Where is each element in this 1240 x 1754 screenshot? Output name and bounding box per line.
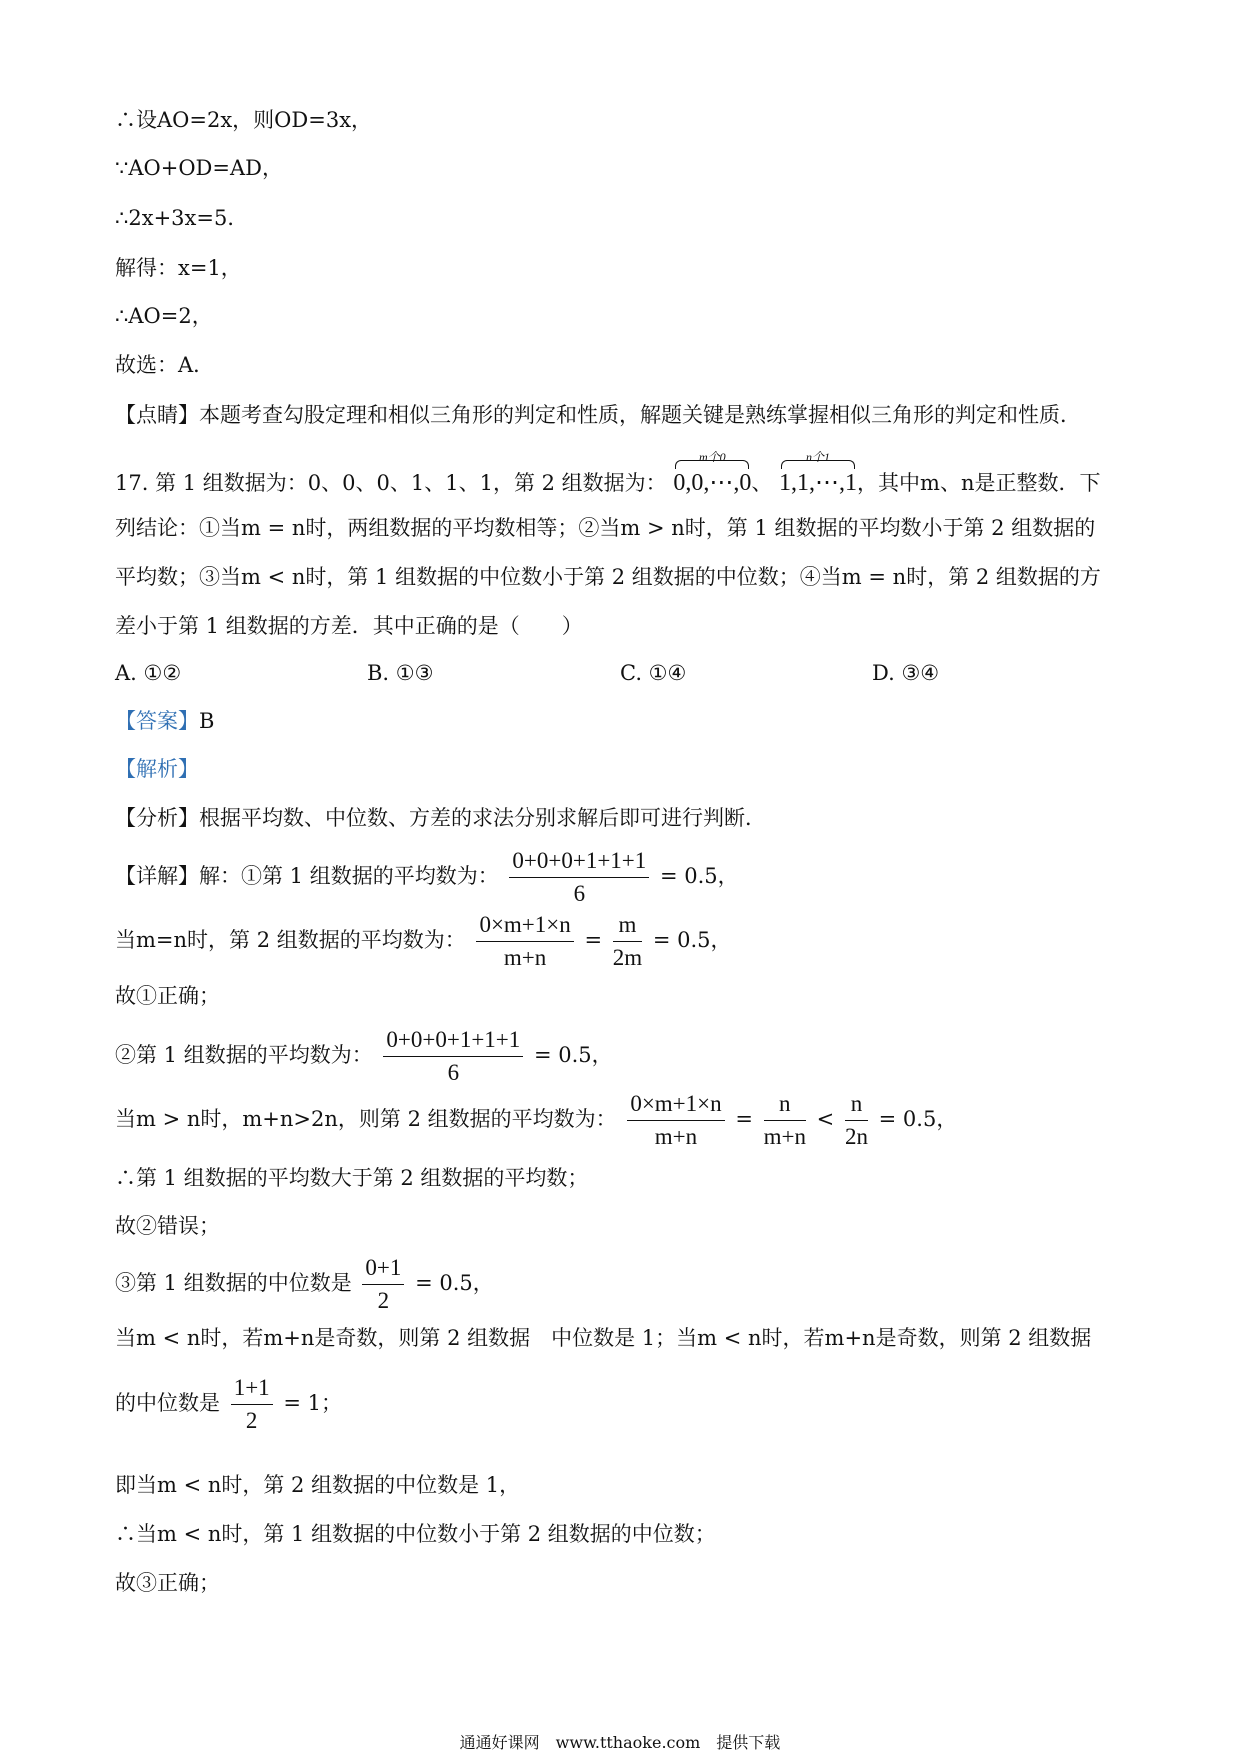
text-line: ∴2x+3x=5． bbox=[115, 206, 249, 230]
solution-line-3: 故①正确； bbox=[115, 984, 220, 1008]
question-17-line-1 bbox=[115, 446, 1100, 496]
numerator: 0+0+0+1+1+1 bbox=[509, 848, 649, 878]
solution-line-5 bbox=[115, 1091, 957, 1150]
line-text: 的中位数是 bbox=[115, 1391, 220, 1415]
line-text: 当m > n时，m+n>2n，则第 2 组数据的平均数为： bbox=[115, 1107, 617, 1131]
solution-line-10 bbox=[115, 1375, 342, 1434]
question-17-line-2: 列结论：①当m = n时，两组数据的平均数相等；②当m > n时，第 1 组数据的平均数小于第 2 组数据的 bbox=[115, 516, 1096, 540]
overbrace bbox=[781, 460, 855, 469]
separator: 、 bbox=[751, 471, 773, 495]
answer-label: 【答案】 bbox=[115, 709, 199, 733]
group2-label: n个1 bbox=[806, 450, 831, 464]
footer-text: 通通好课网 www.tthaoke.com 提供下载 bbox=[459, 1733, 781, 1752]
group1-values: 0,0,⋯,0 bbox=[673, 470, 752, 496]
group1-label: m个0 bbox=[699, 450, 726, 464]
result: = 0.5， bbox=[533, 1043, 613, 1067]
option-a: A. ①② bbox=[115, 661, 182, 685]
equals: = bbox=[584, 928, 603, 952]
solution-line-6: ∴第 1 组数据的平均数大于第 2 组数据的平均数； bbox=[115, 1166, 589, 1190]
text-line: ∴AO=2， bbox=[115, 304, 213, 328]
fenxi-line: 【分析】根据平均数、中位数、方差的求法分别求解后即可进行判断． bbox=[115, 806, 766, 830]
fraction bbox=[231, 1375, 273, 1434]
numerator: m bbox=[613, 912, 642, 942]
solution-line-4 bbox=[115, 1027, 613, 1086]
denominator: 2m bbox=[612, 945, 643, 970]
answer-line bbox=[115, 708, 214, 734]
line-text: ③第 1 组数据的中位数是 bbox=[115, 1271, 352, 1295]
solution-line-12: ∴当m < n时，第 1 组数据的中位数小于第 2 组数据的中位数； bbox=[115, 1522, 716, 1546]
denominator: 2n bbox=[844, 1124, 868, 1149]
text-line: ∵AO+OD=AD， bbox=[115, 156, 283, 180]
result: = 1； bbox=[283, 1391, 342, 1415]
fraction bbox=[509, 848, 649, 907]
fraction bbox=[613, 912, 642, 971]
denominator: 2 bbox=[245, 1408, 258, 1433]
numerator: n bbox=[845, 1091, 868, 1121]
text-line: ∴设AO=2x，则OD=3x， bbox=[115, 108, 373, 132]
denominator: m+n bbox=[654, 1124, 698, 1149]
less-than: < bbox=[816, 1107, 835, 1131]
result: = 0.5， bbox=[652, 928, 732, 952]
numerator: 1+1 bbox=[231, 1375, 273, 1405]
question-17-line-3: 平均数；③当m < n时，第 1 组数据的中位数小于第 2 组数据的中位数；④当m = n时，第 2 组数据的方 bbox=[115, 565, 1101, 589]
fraction bbox=[476, 912, 573, 971]
denominator: m+n bbox=[763, 1124, 806, 1149]
solution-line-8 bbox=[115, 1255, 494, 1314]
solution-line-1 bbox=[115, 848, 739, 907]
analysis-label: 【解析】 bbox=[115, 757, 199, 781]
result: = 0.5， bbox=[659, 864, 739, 888]
option-b: B. ①③ bbox=[367, 661, 434, 685]
fraction bbox=[764, 1091, 806, 1150]
option-c: C. ①④ bbox=[620, 661, 687, 685]
result: = 0.5， bbox=[415, 1271, 494, 1295]
fraction bbox=[383, 1027, 523, 1086]
numerator: 0×m+1×n bbox=[476, 912, 573, 942]
text-line: 解得：x=1， bbox=[115, 256, 242, 280]
group2-values: 1,1,⋯,1 bbox=[779, 470, 858, 496]
question-suffix: ，其中m、n是正整数．下 bbox=[857, 471, 1101, 495]
question-17-line-4: 差小于第 1 组数据的方差．其中正确的是（ ） bbox=[115, 614, 583, 638]
fraction bbox=[362, 1255, 404, 1314]
fraction bbox=[845, 1091, 868, 1150]
answer-value: B bbox=[199, 709, 215, 733]
numerator: n bbox=[764, 1091, 806, 1121]
denominator: 6 bbox=[447, 1060, 460, 1085]
numerator: 0×m+1×n bbox=[627, 1091, 724, 1121]
question-prefix: 17. 第 1 组数据为：0、0、0、1、1、1，第 2 组数据为： bbox=[115, 471, 667, 495]
group1-brace bbox=[673, 446, 751, 496]
denominator: m+n bbox=[503, 945, 547, 970]
solution-line-13: 故③正确； bbox=[115, 1571, 220, 1595]
solution-line-11: 即当m < n时，第 2 组数据的中位数是 1， bbox=[115, 1473, 521, 1497]
option-d: D. ③④ bbox=[872, 661, 940, 685]
group2-brace bbox=[779, 446, 857, 496]
denominator: 6 bbox=[573, 881, 586, 906]
equals: = bbox=[735, 1107, 753, 1131]
denominator: 2 bbox=[377, 1288, 390, 1313]
fraction bbox=[627, 1091, 724, 1150]
numerator: 0+1 bbox=[362, 1255, 404, 1285]
dianjing-note: 【点睛】本题考查勾股定理和相似三角形的判定和性质，解题关键是熟练掌握相似三角形的判定和性质． bbox=[115, 403, 1081, 427]
text-line: 故选：A． bbox=[115, 353, 215, 377]
line-text: 当m=n时，第 2 组数据的平均数为： bbox=[115, 928, 466, 952]
solution-line-7: 故②错误； bbox=[115, 1214, 220, 1238]
numerator: 0+0+0+1+1+1 bbox=[383, 1027, 523, 1057]
solution-line-9: 当m < n时，若m+n是奇数，则第 2 组数据 中位数是 1；当m < n时，若m+n是奇数，则第 2 组数据 bbox=[115, 1326, 1092, 1350]
overbrace bbox=[675, 460, 749, 469]
result: = 0.5， bbox=[878, 1107, 958, 1131]
solution-line-2 bbox=[115, 912, 731, 971]
solution-intro: 【详解】解：①第 1 组数据的平均数为： bbox=[115, 864, 499, 888]
line-text: ②第 1 组数据的平均数为： bbox=[115, 1043, 373, 1067]
